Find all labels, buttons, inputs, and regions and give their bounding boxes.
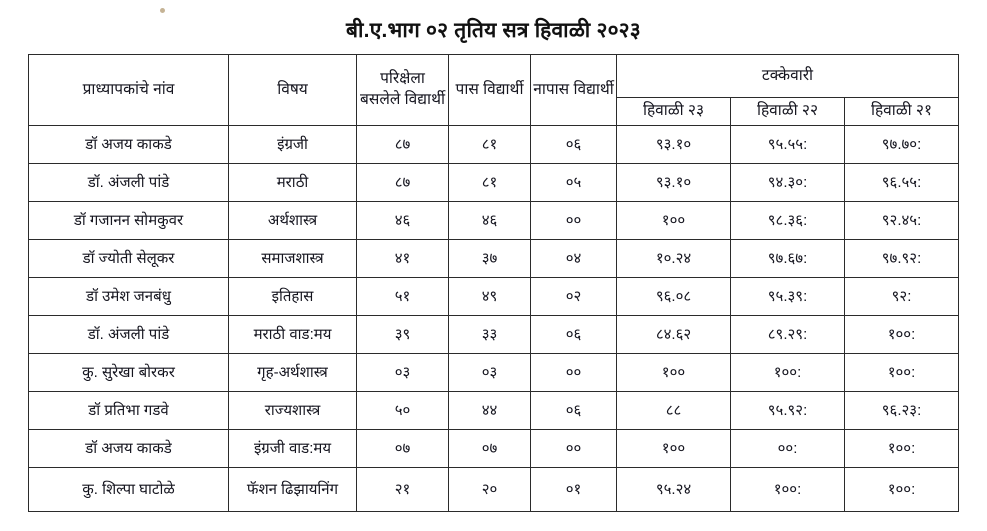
cell-passed: ३३ (449, 315, 531, 353)
cell-pct-2022: ८९.२९: (731, 315, 845, 353)
cell-teacher-name: डॉ अजय काकडे (29, 429, 229, 467)
cell-subject: इंग्रजी (229, 125, 357, 163)
cell-passed: २० (449, 467, 531, 511)
cell-pct-2023: ९६.०८ (617, 277, 731, 315)
table-row (29, 353, 959, 391)
cell-pct-2022: १००: (731, 467, 845, 511)
cell-pct-2022: ००: (731, 429, 845, 467)
table-row (29, 125, 959, 163)
cell-teacher-name: कु. सुरेखा बोरकर (29, 353, 229, 391)
header-pct-2022: हिवाळी २२ (731, 98, 845, 126)
cell-passed: ४४ (449, 391, 531, 429)
cell-teacher-name: डॉ ज्योती सेलूकर (29, 239, 229, 277)
header-subject: विषय (229, 55, 357, 126)
cell-teacher-name: डॉ प्रतिभा गडवे (29, 391, 229, 429)
cell-appeared: ४६ (357, 201, 449, 239)
cell-pct-2021: ९२: (845, 277, 959, 315)
cell-teacher-name: डॉ. अंजली पांडे (29, 163, 229, 201)
cell-pct-2021: १००: (845, 353, 959, 391)
cell-pct-2023: १०० (617, 353, 731, 391)
header-row-main (29, 55, 959, 98)
cell-pct-2021: ९६.५५: (845, 163, 959, 201)
cell-appeared: ३९ (357, 315, 449, 353)
cell-subject: इंग्रजी वाड:मय (229, 429, 357, 467)
cell-appeared: २१ (357, 467, 449, 511)
table-row (29, 429, 959, 467)
cell-pct-2021: १००: (845, 315, 959, 353)
cell-pct-2022: ९५.९२: (731, 391, 845, 429)
header-pct-2021: हिवाळी २१ (845, 98, 959, 126)
cell-failed: ०० (531, 429, 617, 467)
paper-speck (160, 8, 165, 13)
cell-subject: राज्यशास्त्र (229, 391, 357, 429)
cell-pct-2022: ९५.५५: (731, 125, 845, 163)
cell-failed: ०४ (531, 239, 617, 277)
cell-pct-2022: ९४.३०: (731, 163, 845, 201)
table-row (29, 201, 959, 239)
cell-appeared: ५१ (357, 277, 449, 315)
cell-pct-2023: ९३.१० (617, 125, 731, 163)
cell-subject: समाजशास्त्र (229, 239, 357, 277)
cell-subject: मराठी वाड:मय (229, 315, 357, 353)
cell-appeared: ५० (357, 391, 449, 429)
cell-subject: इतिहास (229, 277, 357, 315)
cell-appeared: ४१ (357, 239, 449, 277)
cell-failed: ०२ (531, 277, 617, 315)
cell-teacher-name: डॉ अजय काकडे (29, 125, 229, 163)
page-title: बी.ए.भाग ०२ तृतिय सत्र हिवाळी २०२३ (346, 19, 641, 42)
cell-teacher-name: डॉ उमेश जनबंधु (29, 277, 229, 315)
cell-pct-2021: १००: (845, 429, 959, 467)
cell-passed: ४९ (449, 277, 531, 315)
table-row (29, 467, 959, 511)
cell-passed: ८१ (449, 125, 531, 163)
cell-subject: अर्थशास्त्र (229, 201, 357, 239)
cell-passed: ३७ (449, 239, 531, 277)
table-row (29, 391, 959, 429)
cell-pct-2023: ९३.१० (617, 163, 731, 201)
cell-pct-2021: ९२.४५: (845, 201, 959, 239)
cell-failed: ०६ (531, 315, 617, 353)
cell-subject: फॅशन ढिझायनिंग (229, 467, 357, 511)
cell-appeared: ८७ (357, 163, 449, 201)
cell-passed: ०७ (449, 429, 531, 467)
cell-pct-2021: ९६.२३: (845, 391, 959, 429)
table-header (29, 55, 959, 126)
cell-pct-2023: १०० (617, 201, 731, 239)
header-failed: नापास विद्यार्थी (531, 55, 617, 126)
cell-appeared: ८७ (357, 125, 449, 163)
cell-subject: गृह-अर्थशास्त्र (229, 353, 357, 391)
cell-failed: ०५ (531, 163, 617, 201)
header-percentage-group: टक्केवारी (617, 55, 959, 98)
cell-teacher-name: कु. शिल्पा घाटोळे (29, 467, 229, 511)
table-body (29, 125, 959, 511)
table-row (29, 239, 959, 277)
cell-pct-2021: १००: (845, 467, 959, 511)
cell-pct-2021: ९७.७०: (845, 125, 959, 163)
header-pct-2023: हिवाळी २३ (617, 98, 731, 126)
cell-appeared: ०७ (357, 429, 449, 467)
cell-appeared: ०३ (357, 353, 449, 391)
cell-pct-2023: ९५.२४ (617, 467, 731, 511)
cell-pct-2022: ९७.६७: (731, 239, 845, 277)
cell-pct-2023: ८८ (617, 391, 731, 429)
cell-teacher-name: डॉ. अंजली पांडे (29, 315, 229, 353)
cell-failed: ०० (531, 201, 617, 239)
cell-failed: ०१ (531, 467, 617, 511)
header-appeared: परिक्षेला बसलेले विद्यार्थी (357, 55, 449, 126)
header-teacher-name: प्राध्यापकांचे नांव (29, 55, 229, 126)
cell-pct-2021: ९७.९२: (845, 239, 959, 277)
cell-failed: ०६ (531, 391, 617, 429)
table-row (29, 277, 959, 315)
table-row (29, 163, 959, 201)
cell-failed: ०६ (531, 125, 617, 163)
cell-passed: ०३ (449, 353, 531, 391)
cell-passed: ८१ (449, 163, 531, 201)
cell-pct-2023: ८४.६२ (617, 315, 731, 353)
cell-pct-2023: १०.२४ (617, 239, 731, 277)
cell-pct-2022: ९८.३६: (731, 201, 845, 239)
results-table (28, 54, 959, 512)
cell-subject: मराठी (229, 163, 357, 201)
cell-passed: ४६ (449, 201, 531, 239)
cell-pct-2023: १०० (617, 429, 731, 467)
cell-pct-2022: ९५.३९: (731, 277, 845, 315)
cell-teacher-name: डॉ गजानन सोमकुवर (29, 201, 229, 239)
cell-failed: ०० (531, 353, 617, 391)
header-passed: पास विद्यार्थी (449, 55, 531, 126)
cell-pct-2022: १००: (731, 353, 845, 391)
table-row (29, 315, 959, 353)
